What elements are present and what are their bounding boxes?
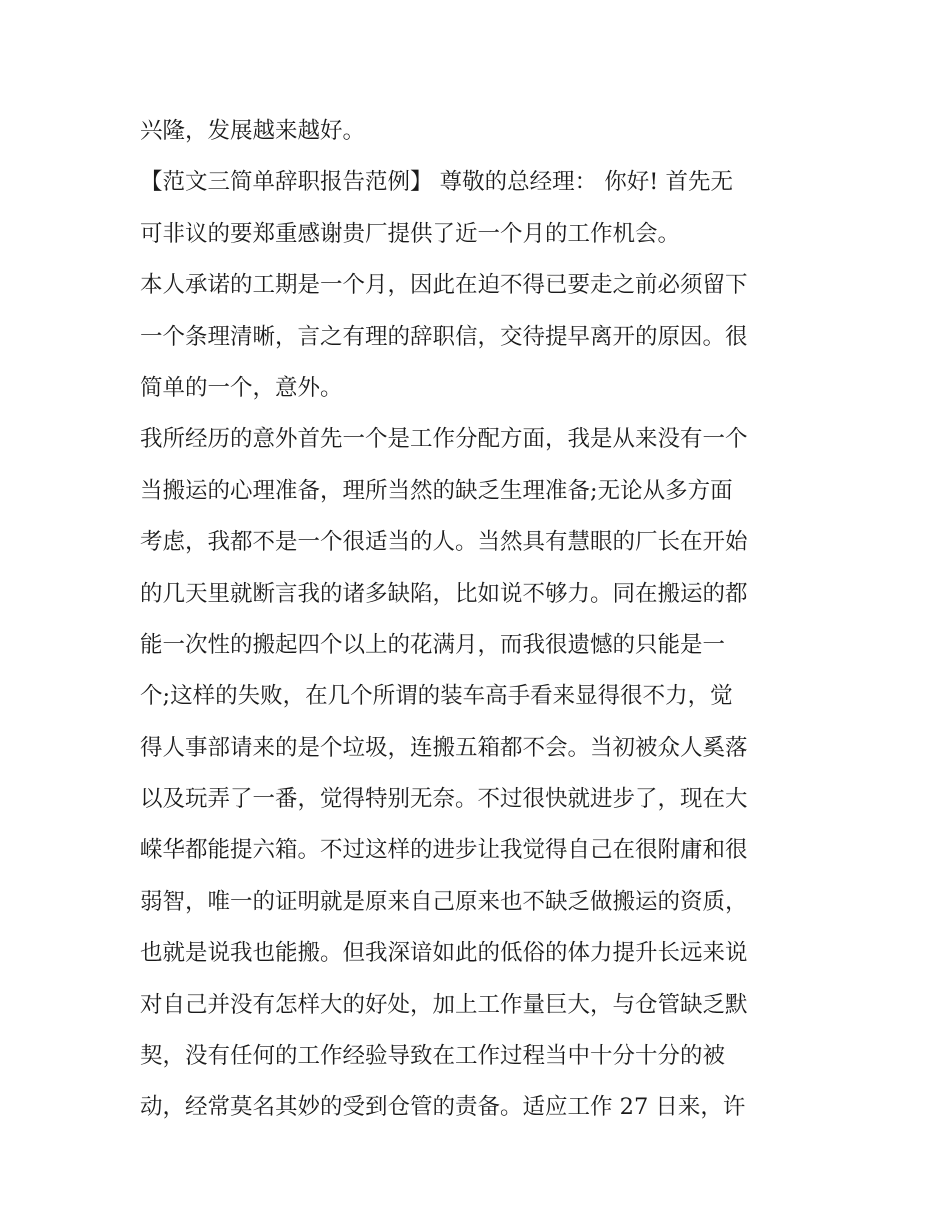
text-line: 本人承诺的工期是一个月，因此在迫不得已要走之前必须留下 (140, 272, 748, 299)
text-line: 【范文三简单辞职报告范例】 尊敬的总经理： 你好! 首先无 (140, 169, 733, 196)
text-line: 个;这样的失败，在几个所谓的装车高手看来显得很不力，觉 (140, 683, 733, 710)
text-line: 可非议的要郑重感谢贵厂提供了近一个月的工作机会。 (140, 220, 681, 247)
text-line: 弱智，唯一的证明就是原来自己原来也不缺乏做搬运的资质， (140, 888, 748, 915)
body-text (140, 106, 820, 1134)
text-line: 的几天里就断言我的诸多缺陷，比如说不够力。同在搬运的都 (140, 580, 748, 607)
text-line: 能一次性的搬起四个以上的花满月，而我很遗憾的只能是一 (140, 631, 726, 658)
text-line: 考虑，我都不是一个很适当的人。当然具有慧眼的厂长在开始 (140, 529, 748, 556)
text-line: 动，经常莫名其妙的受到仓管的责备。适应工作 27 日来，许 (140, 1094, 746, 1121)
text-line: 嵘华都能提六箱。不过这样的进步让我觉得自己在很附庸和很 (140, 837, 748, 864)
text-line: 兴隆，发展越来越好。 (140, 118, 366, 144)
text-line: 一个条理清晰，言之有理的辞职信，交待提早离开的原因。很 (140, 323, 748, 350)
text-line: 得人事部请来的是个垃圾，连搬五箱都不会。当初被众人奚落 (140, 734, 748, 761)
text-line: 契，没有任何的工作经验导致在工作过程当中十分十分的被 (140, 1043, 726, 1070)
text-line: 我所经历的意外首先一个是工作分配方面，我是从来没有一个 (140, 426, 748, 453)
text-line: 以及玩弄了一番，觉得特别无奈。不过很快就进步了，现在大 (140, 786, 748, 813)
text-line: 也就是说我也能搬。但我深谙如此的低俗的体力提升长远来说 (140, 940, 748, 967)
text-line: 对自己并没有怎样大的好处，加上工作量巨大，与仓管缺乏默 (140, 991, 748, 1018)
text-line: 简单的一个，意外。 (140, 374, 343, 401)
text-line: 当搬运的心理准备，理所当然的缺乏生理准备;无论从多方面 (140, 477, 733, 504)
